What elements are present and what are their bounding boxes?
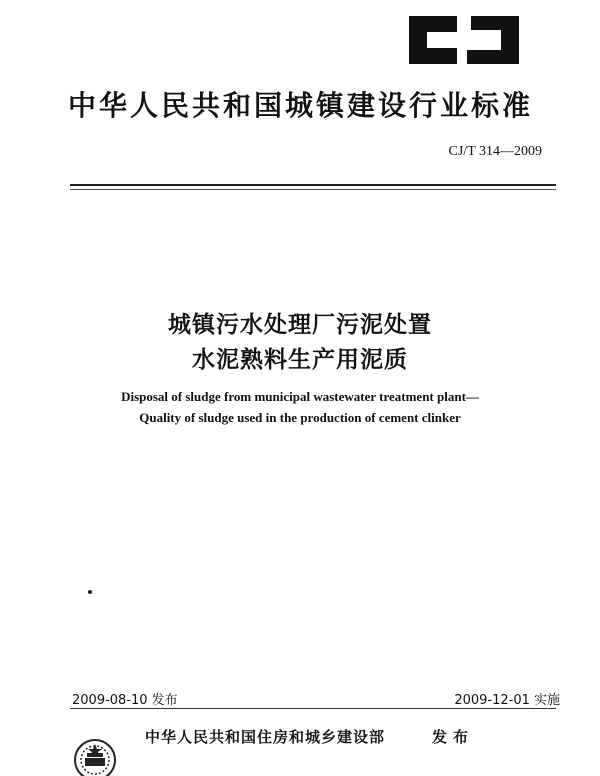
- title-chinese-line1: 城镇污水处理厂污泥处置: [168, 312, 432, 338]
- title-chinese-line2: 水泥熟料生产用泥质: [192, 347, 408, 373]
- implementation-date: 2009-12-01 实施: [454, 693, 560, 708]
- scan-mark: [88, 590, 92, 594]
- cj-logo-icon: [405, 12, 523, 68]
- footer-rule: [70, 708, 556, 709]
- title-english-line2: Quality of sludge used in the production of cement clinker: [139, 410, 461, 425]
- agency-title: 中华人民共和国城镇建设行业标准: [68, 89, 534, 122]
- header-rule: [70, 184, 556, 186]
- header-rule-thin: [70, 189, 556, 190]
- publish-label: 发布: [432, 728, 475, 746]
- issue-date: 2009-08-10 发布: [72, 693, 178, 708]
- standard-number: CJ/T 314—2009: [448, 144, 542, 159]
- national-emblem-icon: [68, 736, 122, 776]
- issuing-authority: 中华人民共和国住房和城乡建设部: [145, 728, 386, 746]
- cj-logo: [405, 12, 523, 68]
- title-english-line1: Disposal of sludge from municipal wastewater treatment plant—: [121, 389, 479, 404]
